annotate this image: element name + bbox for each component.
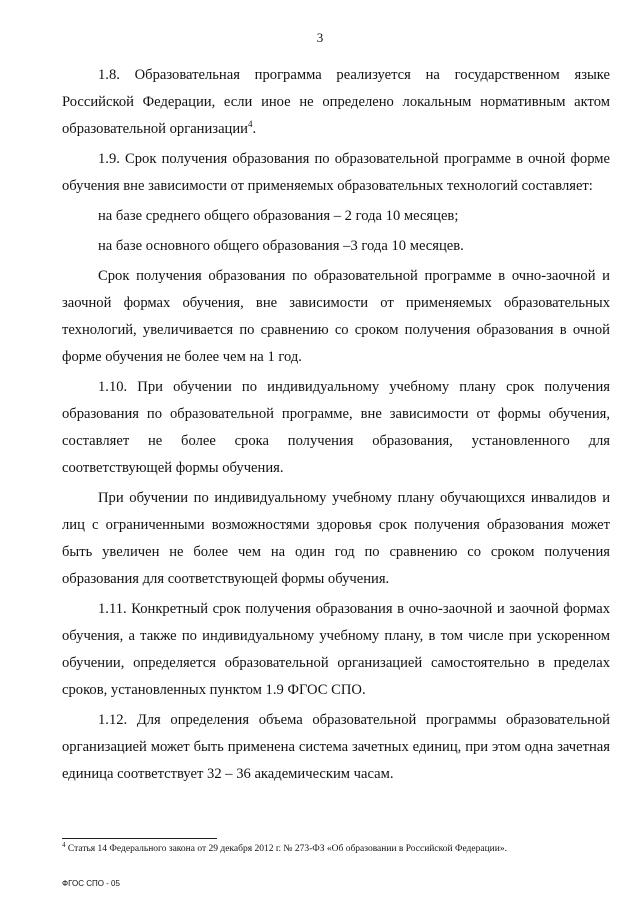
- page-number: 3: [316, 30, 324, 45]
- document-footer: ФГОС СПО - 05: [62, 879, 120, 888]
- paragraph-1-10: 1.10. При обучении по индивидуальному учебному плану срок получения образования по образовательной программе, вне зависимости от формы обучения, составляет не более срока получения образования, установленного для соответствующей формы обучения.: [62, 379, 610, 476]
- paragraph-1-12: 1.12. Для определения объема образовательной программы образовательной организацией может быть применена система зачетных единиц, при этом одна зачетная единица соответствует 32 – 36 академическим часам.: [62, 712, 610, 782]
- footnote: [62, 840, 622, 855]
- paragraph-1-9: 1.9. Срок получения образования по образовательной программе в очной форме обучения вне зависимости от применяемых образовательных технологий составляет:: [62, 151, 610, 194]
- paragraph-1-9-part-2: Срок получения образования по образовательной программе в очно-заочной и заочной формах обучения, вне зависимости от применяемых образовательных технологий, увеличивается по сравнению со сроком получения образования в очной форме обучения не более чем на 1 год.: [62, 268, 610, 365]
- paragraph-1-11: 1.11. Конкретный срок получения образования в очно-заочной и заочной формах обучения, а также по индивидуальному учебному плану, в том числе при ускоренном обучении, определяется образовательной организацией самостоятельно в пределах сроков, установленных пунктом 1.9 ФГОС СПО.: [62, 601, 610, 698]
- footnote-mark: 4: [62, 840, 66, 849]
- footnote-divider: [62, 838, 217, 839]
- footnote-reference: 4: [247, 119, 253, 130]
- term-basic-general: на базе основного общего образования –3 года 10 месяцев.: [98, 238, 464, 254]
- paragraph-1-10-part-2: При обучении по индивидуальному учебному плану обучающихся инвалидов и лиц с ограниченными возможностями здоровья срок получения образования может быть увеличен не более чем на один год по сравнению со сроком получения образования для соответствующей формы обучения.: [62, 490, 610, 587]
- document-body: [62, 62, 610, 791]
- paragraph-1-8-text: 1.8. Образовательная программа реализуется на государственном языке Российской Федерации, если иное не определено локальным нормативным актом образовательной организации: [62, 67, 610, 137]
- paragraph-1-8: 1.8. Образовательная программа реализуется на государственном языке Российской Федерации, если иное не определено локальным нормативным актом образовательной организации$^4$.: [62, 67, 610, 137]
- footnote-text: Статья 14 Федерального закона от 29 декабря 2012 г. № 273-ФЗ «Об образовании в Российской Федерации».: [65, 844, 507, 854]
- term-secondary-general: на базе среднего общего образования – 2 года 10 месяцев;: [98, 208, 459, 224]
